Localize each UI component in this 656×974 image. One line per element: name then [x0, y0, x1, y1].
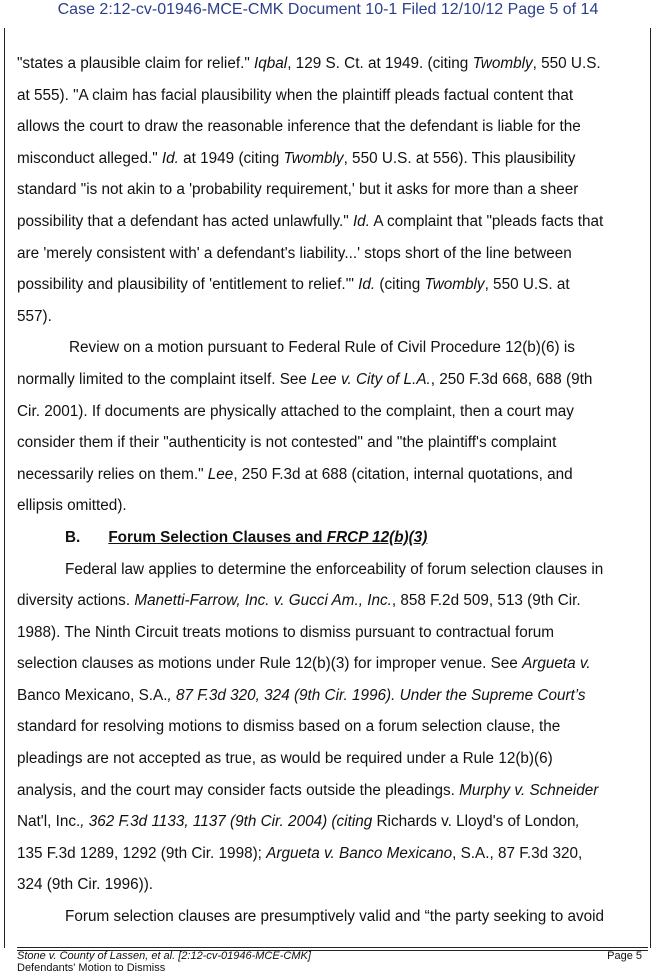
text-run: , 550 U.S. — [532, 55, 601, 72]
text-line — [17, 143, 649, 175]
text-line — [17, 174, 649, 206]
citation-italic: Twombly — [424, 276, 485, 294]
text-run: normally limited to the complaint itself. See — [17, 370, 312, 388]
text-run: standard "is not akin to a 'probability requirement,' but it asks for more than a sheer — [17, 181, 579, 199]
text-line — [17, 301, 649, 333]
text-line — [17, 869, 649, 901]
text-line — [17, 711, 649, 743]
text-run: , 250 F.3d at 688 (citation, internal quotations, and — [233, 465, 573, 483]
text-run: Federal law applies to determine the enforceability of forum selection clauses in — [65, 560, 604, 578]
text-run: at 1949 (citing — [178, 149, 284, 167]
text-run: Richards v. Lloyd's of London — [376, 813, 576, 831]
section-letter: B. — [65, 528, 81, 546]
text-run: "states a plausible claim for relief." — [17, 55, 255, 72]
text-line — [17, 838, 649, 870]
text-line — [17, 585, 649, 617]
text-line — [17, 206, 649, 238]
text-run: selection clauses as motions under Rule 12(b)(3) for improper venue. See — [17, 655, 523, 673]
text-line — [17, 617, 649, 649]
left-margin-rule — [4, 28, 5, 948]
section-heading — [17, 522, 649, 554]
text-run: possibility that a defendant has acted unlawfully." — [17, 212, 353, 230]
text-line — [17, 901, 649, 933]
text-run: Review on a motion pursuant to Federal Rule of Civil Procedure 12(b)(6) is — [69, 339, 575, 357]
text-run: , 550 U.S. at 556). This plausibility — [343, 149, 576, 167]
text-line — [17, 680, 649, 712]
text-run: (citing — [375, 276, 425, 294]
footer-caption: Stone v. County of Lassen, et al. [2:12-cv-01946-MCE-CMK] — [17, 950, 311, 962]
text-run: 324 (9th Cir. 1996)). — [17, 876, 154, 894]
text-run: , 129 S. Ct. at 1949. (citing — [287, 55, 473, 72]
text-line — [17, 459, 649, 491]
text-run: pleadings are not accepted as true, as would be required under a Rule 12(b)(6) — [17, 750, 553, 768]
section-title-text: Forum Selection Clauses and — [108, 528, 327, 546]
text-run: diversity actions. — [17, 592, 135, 610]
citation-italic: Iqbal — [254, 55, 288, 72]
citation-italic: Argueta v. — [522, 655, 591, 673]
text-run: , 250 F.3d 668, 688 (9th — [430, 370, 593, 388]
text-run: ellipsis omitted). — [17, 497, 127, 515]
text-run: Forum selection clauses are presumptively valid and “the party seeking to avoid — [65, 908, 605, 926]
text-line — [17, 490, 649, 522]
text-run: , S.A., 87 F.3d 320, — [452, 844, 583, 862]
page-footer — [17, 950, 648, 974]
text-run: , 858 F.2d 509, 513 (9th Cir. — [391, 592, 581, 610]
citation-italic: Id. — [352, 212, 370, 230]
text-run: Banco Mexicano, S.A. — [17, 686, 168, 704]
text-run: standard for resolving motions to dismiss based on a forum selection clause, the — [17, 718, 561, 736]
document-body — [17, 48, 649, 933]
case-header: Case 2:12-cv-01946-MCE-CMK Document 10-1 Filed 12/10/12 Page 5 of 14 — [57, 1, 599, 18]
citation-italic: Id. — [358, 276, 376, 294]
text-line — [17, 80, 649, 112]
text-line — [17, 554, 649, 586]
text-line — [17, 396, 649, 428]
text-line — [17, 775, 649, 807]
text-run: analysis, and the court may consider facts outside the pleadings. — [17, 781, 460, 799]
text-line — [17, 743, 649, 775]
citation-italic: , 362 F.3d 1133, 1137 (9th Cir. 2004) (citing — [80, 813, 377, 831]
text-line — [17, 111, 649, 143]
text-line — [17, 238, 649, 270]
text-run: possibility and plausibility of 'entitlement to relief.'" — [17, 276, 359, 294]
citation-italic: , — [575, 813, 580, 831]
right-margin-rule — [650, 28, 651, 948]
text-run: Cir. 2001). If documents are physically attached to the complaint, then a court may — [17, 402, 574, 420]
text-run: at 555). "A claim has facial plausibility when the plaintiff pleads factual content that — [17, 86, 574, 104]
text-line — [17, 427, 649, 459]
citation-italic: , 87 F.3d 320, 324 (9th Cir. 1996). Under the Supreme Court’s — [167, 686, 586, 704]
text-line — [17, 648, 649, 680]
citation-italic: Twombly — [472, 55, 533, 72]
text-line — [17, 806, 649, 838]
text-run: 1988). The Ninth Circuit treats motions to dismiss pursuant to contractual forum — [17, 623, 555, 641]
section-title — [108, 529, 427, 546]
text-run: are 'merely consistent with' a defendant's liability...' stops short of the line between — [17, 244, 572, 262]
citation-italic: Argueta v. Banco Mexicano — [266, 844, 453, 862]
text-run: , 550 U.S. at — [484, 276, 570, 294]
text-run: allows the court to draw the reasonable inference that the defendant is liable for the — [17, 118, 581, 136]
text-run: necessarily relies on them." — [17, 465, 208, 483]
text-run: misconduct alleged." — [17, 149, 162, 167]
citation-italic: Lee v. City of L.A. — [311, 370, 431, 388]
text-line — [17, 364, 649, 396]
citation-italic: Murphy v. Schneider — [459, 781, 599, 799]
text-run: 557). — [17, 307, 52, 325]
text-run: A complaint that "pleads facts that — [369, 212, 604, 230]
section-title-italic: FRCP 12(b)(3) — [326, 528, 428, 546]
footer-document-title: Defendants' Motion to Dismiss — [17, 962, 166, 974]
text-line — [17, 332, 649, 364]
text-line — [17, 269, 649, 301]
footer-page-number: Page 5 — [607, 950, 642, 962]
text-run: Nat'l, Inc. — [17, 813, 81, 831]
footer-rule — [17, 947, 648, 948]
text-run: 135 F.3d 1289, 1292 (9th Cir. 1998); — [17, 844, 267, 862]
citation-italic: Manetti-Farrow, Inc. v. Gucci Am., Inc. — [134, 592, 392, 610]
citation-italic: Twombly — [283, 149, 344, 167]
citation-italic: Lee — [207, 465, 234, 483]
text-run: consider them if their "authenticity is not contested" and "the plaintiff's complaint — [17, 434, 557, 452]
text-line — [17, 48, 649, 80]
citation-italic: Id. — [161, 149, 179, 167]
